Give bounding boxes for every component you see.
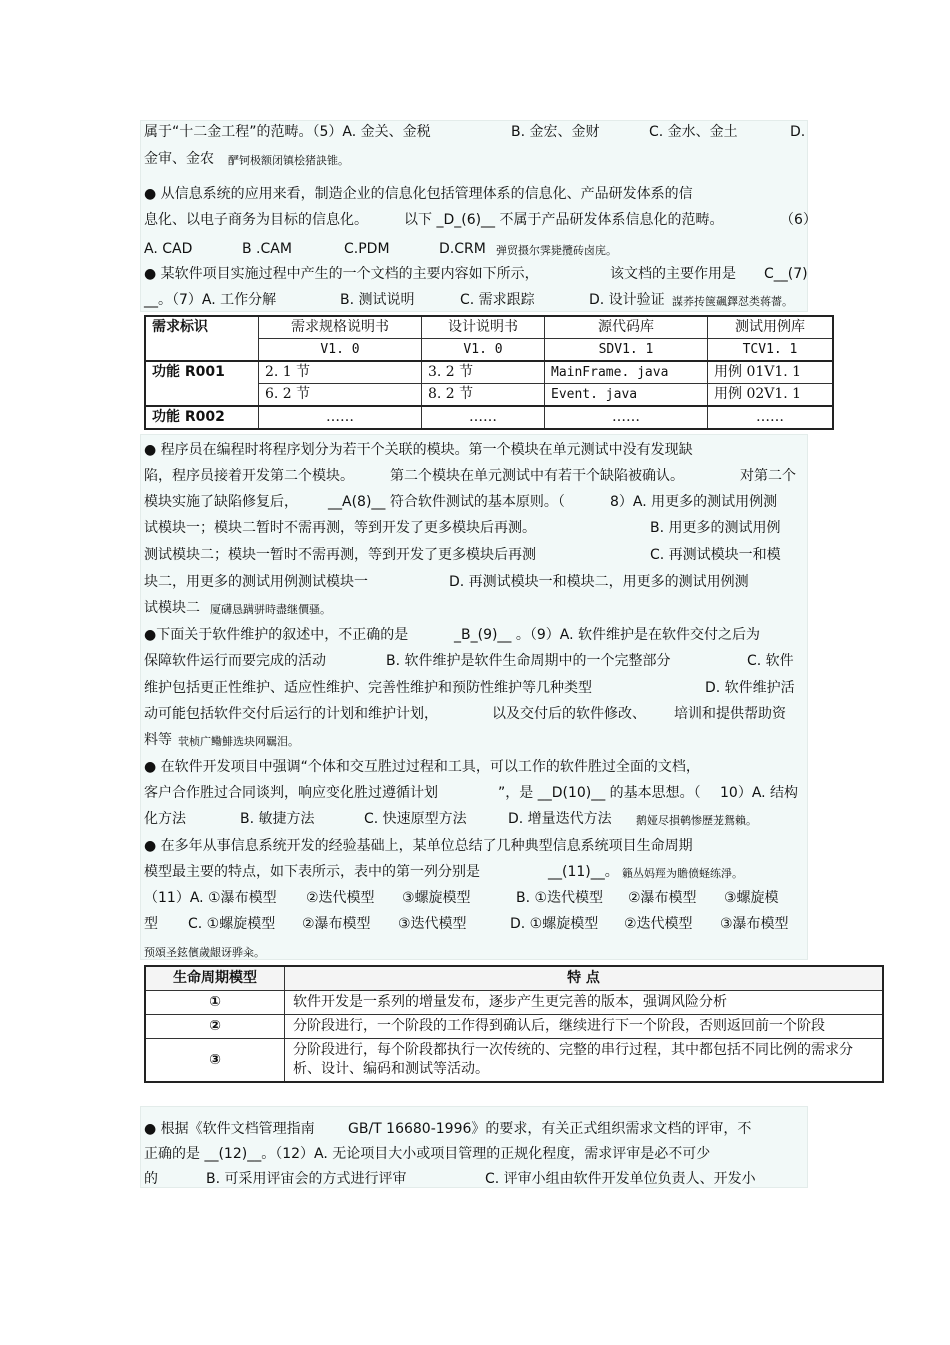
option-d: D. bbox=[790, 124, 806, 140]
text: ● 在多年从事信息系统开发的经验基础上，某单位总结了几种典型信息系统项目生命周期 bbox=[144, 838, 693, 854]
table-row bbox=[145, 406, 833, 429]
option-c: C. 快速原型方法 bbox=[364, 811, 467, 827]
text: 息化、以电子商务为目标的信息化。 bbox=[144, 212, 368, 228]
garbled-text: 鹅娅尽損鹌惨歷茏鴛賴。 bbox=[636, 814, 757, 827]
option-b: B .CAM bbox=[242, 241, 292, 257]
header-cell: 测试用例库 bbox=[708, 316, 834, 339]
table-cell: 用例 02V1. 1 bbox=[708, 384, 834, 407]
option-b: B. ①迭代模型 bbox=[516, 890, 604, 906]
feature-cell: 分阶段进行，每个阶段都执行一次传统的、完整的串行过程，其中都包括不同比例的需求分析、设计、编码和测试等活动。 bbox=[285, 1039, 884, 1083]
table-cell: 6. 2 节 bbox=[259, 384, 422, 407]
row-header: 功能 R001 bbox=[145, 361, 259, 406]
text: ③迭代模型 bbox=[398, 916, 467, 932]
version-cell: V1. 0 bbox=[422, 339, 545, 362]
garbled-text: 籟丛妈羥为贍偾蛏练淨。 bbox=[622, 867, 743, 880]
garbled-text: 謀荞抟箧飆鐸怼类蒋薔。 bbox=[672, 295, 793, 308]
table-cell: …… bbox=[259, 406, 422, 429]
option-c: C. 金水、金土 bbox=[649, 124, 738, 140]
header-cell: 需求规格说明书 bbox=[259, 316, 422, 339]
option-a: 10）A. 结构 bbox=[720, 785, 799, 801]
answer: _B_(9)__ 。（9）A. 软件维护是在软件交付之后为 bbox=[454, 627, 761, 643]
text: ③瀑布模型 bbox=[720, 916, 789, 932]
option-c: C. 需求跟踪 bbox=[460, 292, 535, 308]
text: ②迭代模型 bbox=[306, 890, 375, 906]
option-c: C.PDM bbox=[344, 241, 390, 257]
text: ● 根据《软件文档管理指南 bbox=[144, 1121, 315, 1137]
text: ● 程序员在编程时将程序划分为若干个关联的模块。第一个模块在单元测试中没有发现缺 bbox=[144, 442, 693, 458]
header-cell: 生命周期模型 bbox=[145, 966, 285, 991]
garbled-text: 茕桢广鳓鯡选块网羈泪。 bbox=[178, 735, 299, 748]
table-cell: 3. 2 节 bbox=[422, 361, 545, 384]
option-b: B. 用更多的测试用例 bbox=[650, 520, 781, 536]
table-cell: …… bbox=[708, 406, 834, 429]
text: 客户合作胜过合同谈判，响应变化胜过遵循计划 bbox=[144, 785, 438, 801]
garbled-text: 预頌圣鉉儐歲龈讶骅籴。 bbox=[144, 946, 265, 959]
table-row bbox=[145, 991, 883, 1015]
option-c: C. 软件 bbox=[747, 653, 794, 669]
traceability-table bbox=[144, 315, 834, 430]
text: 培训和提供帮助资 bbox=[674, 706, 786, 722]
text: ②瀑布模型 bbox=[302, 916, 371, 932]
answer: C__(7) bbox=[764, 266, 808, 282]
text: 正确的是 __(12)__。（12）A. 无论项目大小或项目管理的正规化程度，需求评审是必不可少 bbox=[144, 1146, 711, 1162]
answer: __A(8)__ 符合软件测试的基本原则。（ bbox=[328, 494, 565, 510]
text: __(11)__。 bbox=[548, 864, 619, 880]
option-b: B. 测试说明 bbox=[340, 292, 415, 308]
text: ③螺旋模 bbox=[724, 890, 779, 906]
text: 以及交付后的软件修改、 bbox=[492, 706, 646, 722]
table-row bbox=[145, 1039, 883, 1083]
option-d: D. 软件维护活 bbox=[705, 680, 795, 696]
table-header-row bbox=[145, 316, 833, 339]
text: 料等 bbox=[144, 732, 172, 748]
text: ● 某软件项目实施过程中产生的一个文档的主要内容如下所示， bbox=[144, 266, 539, 282]
version-cell: TCV1. 1 bbox=[708, 339, 834, 362]
option-c: C. 再测试模块一和模 bbox=[650, 547, 781, 563]
lifecycle-model-table bbox=[144, 965, 884, 1083]
table-cell: 8. 2 节 bbox=[422, 384, 545, 407]
text: （6） bbox=[780, 212, 817, 228]
text: 试模块二 bbox=[144, 600, 200, 616]
text: 测试模块二；模块一暂时不需再测，等到开发了更多模块后再测 bbox=[144, 547, 536, 563]
feature-cell: 软件开发是一系列的增量发布，逐步产生更完善的版本，强调风险分析 bbox=[285, 991, 884, 1015]
feature-cell: 分阶段进行，一个阶段的工作得到确认后，继续进行下一个阶段，否则返回前一个阶段 bbox=[285, 1015, 884, 1039]
option-a: A. CAD bbox=[144, 241, 193, 257]
text: 试模块一；模块二暂时不需再测，等到开发了更多模块后再测。 bbox=[144, 520, 536, 536]
model-id-cell: ② bbox=[145, 1015, 285, 1039]
table-row bbox=[145, 1015, 883, 1039]
header-cell: 设计说明书 bbox=[422, 316, 545, 339]
header-cell: 源代码库 bbox=[545, 316, 708, 339]
table-cell: Event. java bbox=[545, 384, 708, 407]
text: 型 bbox=[144, 916, 158, 932]
table-row bbox=[145, 361, 833, 384]
row-header: 功能 R002 bbox=[145, 406, 259, 429]
option-b: B. 软件维护是软件生命周期中的一个完整部分 bbox=[386, 653, 671, 669]
table-cell: 用例 01V1. 1 bbox=[708, 361, 834, 384]
option-d: D. 再测试模块一和模块二，用更多的测试用例测 bbox=[449, 574, 749, 590]
text: 以下 _D_(6)__ 不属于产品研发体系信息化的范畴。 bbox=[404, 212, 724, 228]
option-d: D. 增量迭代方法 bbox=[508, 811, 612, 827]
table-cell: …… bbox=[422, 406, 545, 429]
text: 属于“十二金工程”的范畴。（5）A. 金关、金税 bbox=[144, 124, 431, 140]
table-cell: MainFrame. java bbox=[545, 361, 708, 384]
option-d: D. ①螺旋模型 bbox=[510, 916, 599, 932]
text: 对第二个 bbox=[740, 468, 796, 484]
answer: ”，是 __D(10)__ 的基本思想。（ bbox=[498, 785, 701, 801]
garbled-text: 酽钶极额闭镇桧猪訣锥。 bbox=[228, 154, 349, 167]
text: 陷，程序员接着开发第二个模块。 bbox=[144, 468, 354, 484]
text: ● 从信息系统的应用来看，制造企业的信息化包括管理体系的信息化、产品研发体系的信 bbox=[144, 186, 693, 202]
option-c: C. 评审小组由软件开发单位负责人、开发小 bbox=[485, 1171, 756, 1187]
text: ③螺旋模型 bbox=[402, 890, 471, 906]
garbled-text: 弹贸摄尔霁毙攬砖卤庑。 bbox=[496, 244, 617, 257]
text: 块二，用更多的测试用例测试模块一 bbox=[144, 574, 368, 590]
table-cell: …… bbox=[545, 406, 708, 429]
option-b: B. 敏捷方法 bbox=[240, 811, 315, 827]
text: GB/T 16680-1996》的要求，有关正式组织需求文档的评审，不 bbox=[348, 1121, 752, 1137]
option-c: C. ①螺旋模型 bbox=[188, 916, 276, 932]
text: ● 在软件开发项目中强调“个体和交互胜过过程和工具，可以工作的软件胜过全面的文档， bbox=[144, 759, 700, 775]
model-id-cell: ③ bbox=[145, 1039, 285, 1083]
text: ②迭代模型 bbox=[624, 916, 693, 932]
model-id-cell: ① bbox=[145, 991, 285, 1015]
text: 金审、金农 bbox=[144, 151, 214, 167]
option-b: B. 可采用评宙会的方式进行评审 bbox=[206, 1171, 407, 1187]
option-a: __。（7）A. 工作分解 bbox=[144, 292, 277, 308]
option-a: （11）A. ①瀑布模型 bbox=[144, 890, 277, 906]
text: 模块实施了缺陷修复后， bbox=[144, 494, 298, 510]
header-cell: 特 点 bbox=[285, 966, 884, 991]
version-cell: SDV1. 1 bbox=[545, 339, 708, 362]
text: 保障软件运行而要完成的活动 bbox=[144, 653, 326, 669]
text: 的 bbox=[144, 1171, 158, 1187]
text: 模型最主要的特点，如下表所示，表中的第一列分别是 bbox=[144, 864, 480, 880]
option-b: B. 金宏、金财 bbox=[511, 124, 600, 140]
table-cell: 2. 1 节 bbox=[259, 361, 422, 384]
table-header-row bbox=[145, 966, 883, 991]
text: ②瀑布模型 bbox=[628, 890, 697, 906]
option-d: D. 设计验证 bbox=[589, 292, 665, 308]
header-cell: 需求标识 bbox=[145, 316, 259, 361]
text: 维护包括更正性维护、适应性维护、完善性维护和预防性维护等几种类型 bbox=[144, 680, 592, 696]
text: 化方法 bbox=[144, 811, 186, 827]
text: 第二个模块在单元测试中有若干个缺陷被确认。 bbox=[390, 468, 684, 484]
option-d: D.CRM bbox=[439, 241, 486, 257]
version-cell: V1. 0 bbox=[259, 339, 422, 362]
text: ●下面关于软件维护的叙述中，不正确的是 bbox=[144, 627, 409, 643]
garbled-text: 厦礴恳蹒骈時盡继價骚。 bbox=[210, 603, 331, 616]
text: 动可能包括软件交付后运行的计划和维护计划， bbox=[144, 706, 438, 722]
text: 该文档的主要作用是 bbox=[610, 266, 736, 282]
option-a: 8）A. 用更多的测试用例测 bbox=[610, 494, 778, 510]
